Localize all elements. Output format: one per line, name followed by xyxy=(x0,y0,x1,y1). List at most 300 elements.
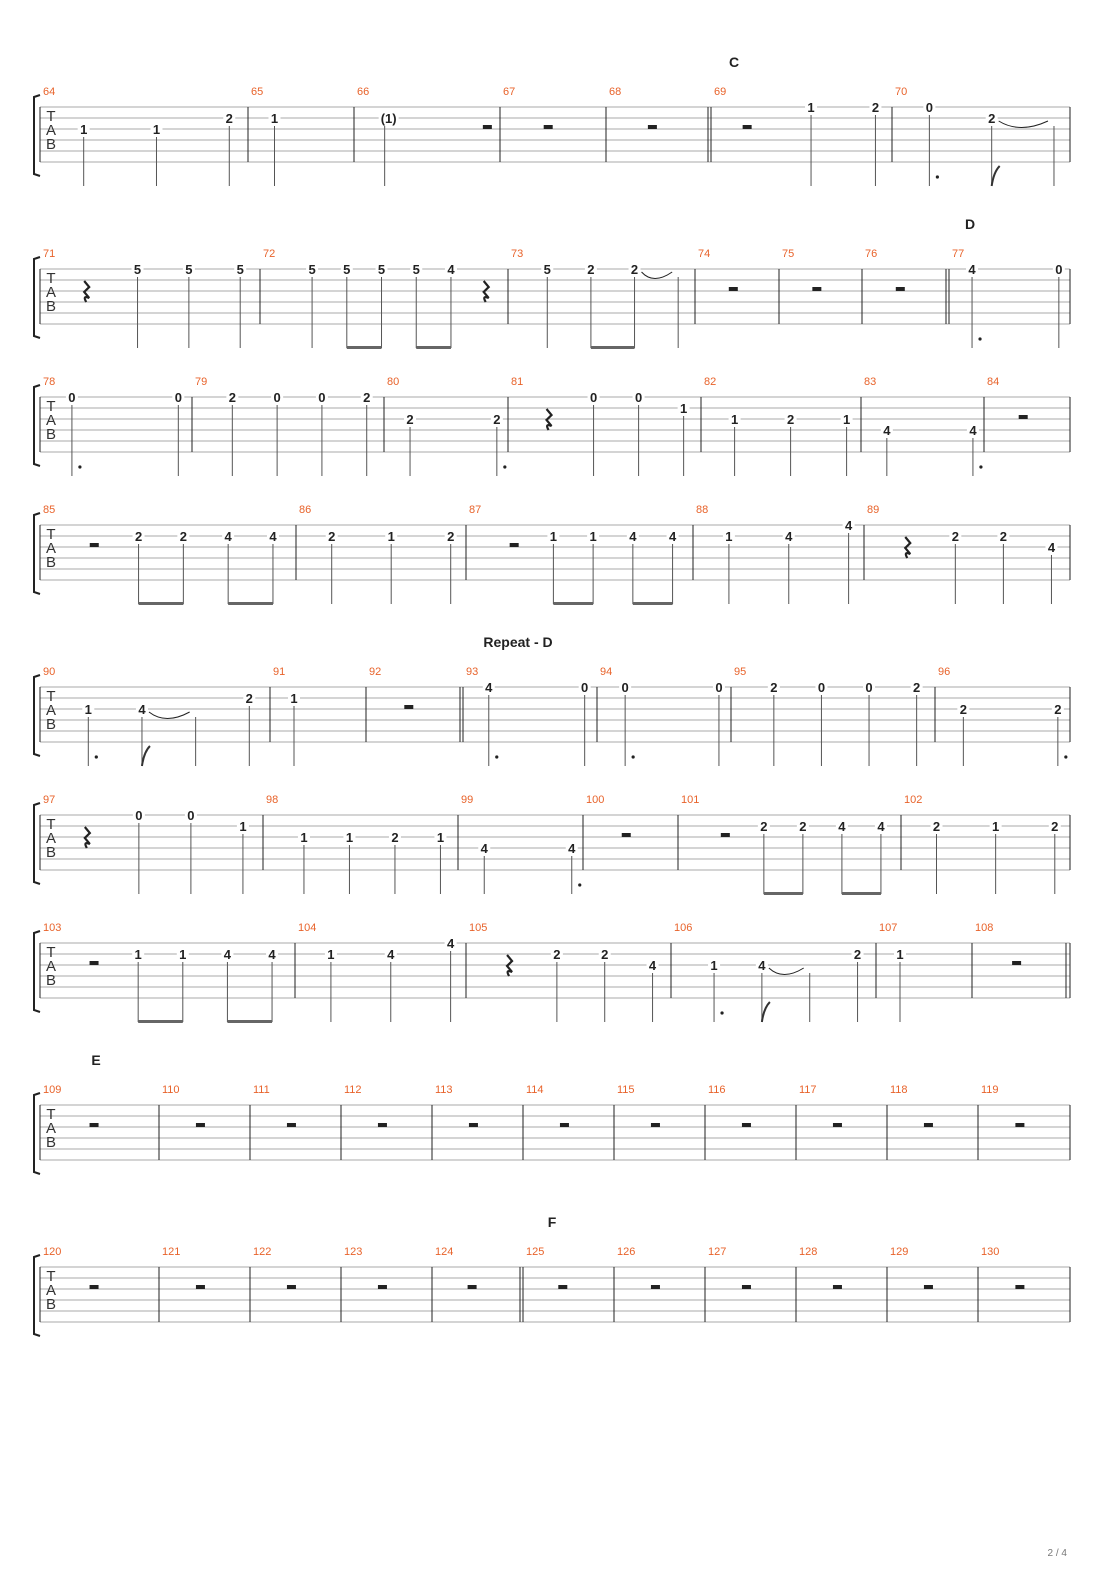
measure xyxy=(895,86,1054,186)
measure-number: 124 xyxy=(435,1246,454,1258)
fret-number: 1 xyxy=(134,947,142,962)
note-flag xyxy=(142,746,150,766)
measure-number: 76 xyxy=(865,248,878,260)
fret-number: 0 xyxy=(1055,262,1063,277)
measure-number: 92 xyxy=(369,666,382,678)
fret-number: 1 xyxy=(270,111,279,126)
beam xyxy=(764,892,803,895)
fret-number: 2 xyxy=(447,529,455,544)
section-marker: E xyxy=(91,1052,101,1068)
fret-number: 2 xyxy=(932,819,941,834)
measure xyxy=(273,666,300,766)
tab-note xyxy=(288,691,300,766)
rest-mark xyxy=(378,1123,387,1127)
measure-number: 100 xyxy=(586,794,605,806)
tab-note xyxy=(930,819,942,894)
measure xyxy=(263,248,489,349)
tab-note xyxy=(547,529,559,604)
fret-number: 0 xyxy=(581,680,589,695)
measure-number: 68 xyxy=(609,86,622,98)
measure-number: 120 xyxy=(43,1246,62,1258)
dot xyxy=(495,755,498,758)
fret-number: 2 xyxy=(799,819,807,834)
tab-system xyxy=(34,794,1070,895)
tab-note xyxy=(379,111,399,186)
section-marker: Repeat - D xyxy=(483,634,553,650)
measure-number: 112 xyxy=(344,1084,362,1096)
rest-mark xyxy=(196,1285,205,1289)
measure-number: 123 xyxy=(344,1246,363,1258)
measure-number: 119 xyxy=(981,1084,999,1096)
fret-number: 5 xyxy=(543,262,551,277)
tab-note xyxy=(227,947,278,1023)
rest-mark xyxy=(544,125,553,129)
measure-number: 128 xyxy=(799,1246,818,1258)
tab-note xyxy=(316,390,328,476)
rest-mark xyxy=(651,1285,660,1289)
measure xyxy=(696,504,855,604)
system-bracket xyxy=(34,257,40,338)
tab-note xyxy=(228,529,279,605)
note-flag xyxy=(762,1002,770,1022)
fret-number: 0 xyxy=(174,390,182,405)
tab-system xyxy=(34,504,1070,605)
measure xyxy=(266,794,446,894)
measure-number: 121 xyxy=(162,1246,181,1258)
tab-clef-letter: B xyxy=(45,426,57,443)
rest-mark xyxy=(90,543,99,547)
measure xyxy=(298,922,457,1022)
system-bracket xyxy=(34,675,40,756)
tab-note xyxy=(410,262,422,348)
rest-mark xyxy=(812,287,821,291)
tab-system xyxy=(34,216,1070,349)
fret-number: 2 xyxy=(601,947,609,962)
dot xyxy=(78,465,81,468)
tab-note xyxy=(678,401,690,476)
tab-note xyxy=(478,841,490,894)
tab-note xyxy=(852,947,864,1022)
tab-note xyxy=(591,262,672,349)
tab-note xyxy=(894,947,906,1022)
fret-number: 4 xyxy=(648,958,657,973)
tab-clef-letter: A xyxy=(45,702,57,719)
tab-clef-letter: A xyxy=(45,1282,57,1299)
fret-number: 4 xyxy=(447,262,455,277)
tab-clef-letter: A xyxy=(45,284,57,301)
measure xyxy=(714,86,881,186)
tab-note xyxy=(347,262,388,349)
rest-mark xyxy=(510,543,519,547)
measure-number: 67 xyxy=(503,86,516,98)
rest-mark xyxy=(721,833,730,837)
measure xyxy=(251,86,281,186)
measure xyxy=(43,922,278,1023)
fret-number: 4 xyxy=(883,423,891,438)
tab-note xyxy=(708,958,724,1022)
fret-number: 0 xyxy=(273,390,281,405)
tab-note xyxy=(843,518,855,604)
tab-note xyxy=(82,702,98,766)
measure xyxy=(43,666,255,766)
rest-mark xyxy=(648,125,657,129)
tab-clef-letter: T xyxy=(46,526,56,543)
rest-mark xyxy=(924,1285,933,1289)
tab-note xyxy=(133,808,145,894)
fret-number: 2 xyxy=(760,819,768,834)
tab-note xyxy=(269,111,281,186)
measure-number: 83 xyxy=(864,376,877,388)
tab-clef-letter: A xyxy=(45,958,57,975)
measure-number: 99 xyxy=(461,794,474,806)
tab-note xyxy=(869,100,881,186)
system-bracket xyxy=(34,513,40,594)
fret-number: 1 xyxy=(725,529,733,544)
fret-number: 1 xyxy=(992,819,1000,834)
fret-number: 0 xyxy=(318,390,326,405)
fret-number: 2 xyxy=(871,100,880,115)
tab-clef-letter: T xyxy=(46,1268,56,1285)
fret-number: 2 xyxy=(493,412,501,427)
fret-number: 1 xyxy=(239,819,247,834)
fret-number: 1 xyxy=(84,702,92,717)
measure-number: 80 xyxy=(387,376,400,388)
measure xyxy=(704,376,853,476)
dot xyxy=(1064,755,1067,758)
beam xyxy=(139,602,184,605)
beam xyxy=(228,602,273,605)
fret-number: 4 xyxy=(224,529,232,544)
measure-number: 98 xyxy=(266,794,279,806)
measure-number: 70 xyxy=(895,86,908,98)
tab-note xyxy=(306,262,318,348)
measure-number: 129 xyxy=(890,1246,909,1258)
tab-note xyxy=(723,529,735,604)
rest-mark xyxy=(196,1123,205,1127)
tab-note xyxy=(1053,262,1065,348)
rest-mark xyxy=(833,1285,842,1289)
fret-number: 4 xyxy=(568,841,576,856)
measure-number: 79 xyxy=(195,376,208,388)
beam xyxy=(633,602,673,605)
dot xyxy=(578,883,581,886)
system-bracket xyxy=(34,931,40,1012)
fret-number: 0 xyxy=(68,390,76,405)
tab-system xyxy=(34,376,1070,476)
measure-number: 118 xyxy=(890,1084,908,1096)
tab-note xyxy=(647,958,659,1022)
tab-note xyxy=(416,262,457,349)
measure-number: 105 xyxy=(469,922,488,934)
fret-number: 0 xyxy=(621,680,629,695)
measure xyxy=(511,248,678,349)
tab-note xyxy=(841,412,853,476)
tab-note xyxy=(445,529,457,604)
fret-number: 1 xyxy=(345,830,354,845)
fret-number: 2 xyxy=(228,390,236,405)
measure xyxy=(43,248,246,348)
tab-note xyxy=(585,262,597,348)
fret-number: 2 xyxy=(245,691,253,706)
fret-number: 1 xyxy=(290,691,298,706)
beam xyxy=(227,1020,272,1023)
system-bracket xyxy=(34,95,40,176)
tab-note xyxy=(729,412,741,476)
measure xyxy=(43,376,184,476)
tab-note xyxy=(949,529,961,604)
tab-note xyxy=(768,680,780,766)
measure-number: 64 xyxy=(43,86,56,98)
measure-number: 126 xyxy=(617,1246,636,1258)
measure-number: 95 xyxy=(734,666,747,678)
fret-number: 4 xyxy=(269,529,277,544)
rest-mark xyxy=(743,125,752,129)
fret-number: 5 xyxy=(308,262,316,277)
fret-number: 2 xyxy=(951,529,959,544)
rest-mark xyxy=(1015,1123,1024,1127)
measure-number: 115 xyxy=(617,1084,635,1096)
fret-number: 4 xyxy=(485,680,493,695)
measure xyxy=(674,922,864,1022)
fret-number: 4 xyxy=(758,958,766,973)
measure-number: 93 xyxy=(466,666,479,678)
tab-clef-letter: T xyxy=(46,398,56,415)
tab-clef-letter: T xyxy=(46,688,56,705)
fret-number: 2 xyxy=(363,390,371,405)
tab-note xyxy=(783,529,795,604)
tab-note xyxy=(138,947,189,1023)
fret-number: 2 xyxy=(553,947,561,962)
rest-mark xyxy=(287,1285,296,1289)
tab-note xyxy=(325,947,337,1022)
tab-note xyxy=(911,680,923,766)
measure-number: 117 xyxy=(799,1084,817,1096)
fret-number: 4 xyxy=(785,529,793,544)
fret-number: 1 xyxy=(179,947,187,962)
tab-system xyxy=(34,634,1070,766)
fret-number: 4 xyxy=(480,841,488,856)
tab-note xyxy=(150,122,162,186)
rest-mark xyxy=(404,705,413,709)
tab-note xyxy=(226,390,238,476)
fret-number: 0 xyxy=(634,390,643,405)
measure-number: 103 xyxy=(43,922,62,934)
fret-number: 1 xyxy=(710,958,718,973)
measure-number: 85 xyxy=(43,504,56,516)
measure-number: 122 xyxy=(253,1246,272,1258)
measure-number: 110 xyxy=(162,1084,180,1096)
fret-number: 2 xyxy=(959,702,967,717)
section-marker: C xyxy=(728,54,740,70)
fret-number: 5 xyxy=(185,262,193,277)
measure-number: 102 xyxy=(904,794,923,806)
fret-number: 4 xyxy=(446,936,455,951)
measure-number: 130 xyxy=(981,1246,1000,1258)
fret-number: 1 xyxy=(300,830,308,845)
measure-number: 88 xyxy=(696,504,709,516)
tab-note xyxy=(172,390,184,476)
measure-number: 94 xyxy=(600,666,613,678)
tab-note xyxy=(139,529,190,605)
measure xyxy=(511,376,690,476)
fret-number: 2 xyxy=(913,680,921,695)
measure xyxy=(43,86,235,186)
fret-number: 4 xyxy=(877,819,885,834)
measure-number: 77 xyxy=(952,248,965,260)
measure-number: 81 xyxy=(511,376,524,388)
tab-note xyxy=(836,819,848,894)
rest-mark xyxy=(896,287,905,291)
fret-number: (1) xyxy=(380,111,397,126)
dot xyxy=(936,175,939,178)
measure xyxy=(466,666,591,766)
tab-note xyxy=(222,529,234,604)
fret-number: 5 xyxy=(343,262,351,277)
rest-mark xyxy=(622,833,631,837)
tab-note xyxy=(234,262,246,348)
tab-note xyxy=(326,529,338,604)
fret-number: 2 xyxy=(770,680,778,695)
tab-note xyxy=(619,680,635,766)
tab-note xyxy=(1049,819,1061,894)
fret-number: 0 xyxy=(135,808,143,823)
measure xyxy=(938,666,1067,766)
tab-note xyxy=(842,819,887,895)
tab-note xyxy=(223,111,235,186)
fret-number: 4 xyxy=(387,947,395,962)
fret-number: 1 xyxy=(896,947,904,962)
tab-note xyxy=(553,529,599,605)
tab-system xyxy=(34,922,1070,1023)
fret-number: 2 xyxy=(853,947,862,962)
tab-note xyxy=(541,262,553,348)
measure-number: 96 xyxy=(938,666,951,678)
tab-note xyxy=(445,936,457,1022)
fret-number: 1 xyxy=(807,100,815,115)
tab-note xyxy=(758,819,770,894)
tab-note xyxy=(221,947,233,1022)
tab-clef-letter: B xyxy=(45,298,57,315)
tab-note xyxy=(483,680,499,766)
measure xyxy=(469,922,659,1022)
rest-mark xyxy=(287,1123,296,1127)
tab-note xyxy=(132,947,144,1022)
fret-number: 2 xyxy=(391,830,399,845)
tab-note xyxy=(599,947,611,1022)
tab-note xyxy=(713,680,725,766)
measure-number: 127 xyxy=(708,1246,727,1258)
fret-number: 1 xyxy=(842,412,851,427)
tab-note xyxy=(243,691,255,766)
fret-number: 4 xyxy=(969,423,977,438)
tie-arc xyxy=(999,121,1048,128)
rest-mark xyxy=(742,1123,751,1127)
measure xyxy=(952,248,1065,348)
tab-note xyxy=(343,830,355,894)
tab-note xyxy=(434,830,446,894)
tab-note xyxy=(385,529,397,604)
fret-number: 2 xyxy=(988,111,996,126)
tab-note xyxy=(361,390,373,476)
beam xyxy=(347,346,382,349)
fret-number: 0 xyxy=(865,680,873,695)
measure-number: 66 xyxy=(357,86,370,98)
tab-clef-letter: A xyxy=(45,122,57,139)
fret-number: 0 xyxy=(187,808,195,823)
tab-clef-letter: T xyxy=(46,944,56,961)
tab-note xyxy=(1052,702,1068,766)
beam xyxy=(416,346,451,349)
fret-number: 0 xyxy=(715,680,723,695)
measure-number: 108 xyxy=(975,922,994,934)
fret-number: 2 xyxy=(134,529,143,544)
measure-number: 114 xyxy=(526,1084,544,1096)
tab-note xyxy=(133,529,145,604)
measure xyxy=(867,504,1057,604)
fret-number: 2 xyxy=(328,529,336,544)
fret-number: 4 xyxy=(668,529,677,544)
measure xyxy=(461,794,581,894)
fret-number: 1 xyxy=(327,947,335,962)
tab-note xyxy=(136,702,190,766)
measure xyxy=(864,376,983,476)
tab-note xyxy=(66,390,82,476)
dot xyxy=(720,1011,723,1014)
measure-number: 71 xyxy=(43,248,56,260)
fret-number: 4 xyxy=(838,819,846,834)
tab-note xyxy=(185,808,197,894)
rest-mark xyxy=(729,287,738,291)
measure-number: 113 xyxy=(435,1084,453,1096)
fret-number: 0 xyxy=(589,390,598,405)
tab-note xyxy=(997,529,1009,604)
tab-note xyxy=(881,423,893,476)
dot xyxy=(632,755,635,758)
tab-clef-letter: A xyxy=(45,830,57,847)
measure xyxy=(43,794,249,894)
tab-note xyxy=(551,947,563,1022)
fret-number: 4 xyxy=(968,262,976,277)
fret-number: 1 xyxy=(387,529,395,544)
fret-number: 2 xyxy=(1054,702,1062,717)
dot xyxy=(979,465,982,468)
tab-clef-letter: T xyxy=(46,1106,56,1123)
tab-clef-letter: A xyxy=(45,1120,57,1137)
tab-note xyxy=(966,262,982,348)
tab-clef-letter: A xyxy=(45,540,57,557)
measure xyxy=(681,794,887,895)
fret-number: 5 xyxy=(236,262,244,277)
tab-system xyxy=(34,1214,1070,1336)
tab-note xyxy=(385,947,397,1022)
fret-number: 4 xyxy=(223,947,232,962)
fret-number: 2 xyxy=(225,111,233,126)
fret-number: 5 xyxy=(377,262,386,277)
fret-number: 2 xyxy=(406,412,414,427)
measure xyxy=(357,86,492,186)
tab-note xyxy=(805,100,817,186)
beam xyxy=(138,1020,183,1023)
fret-number: 1 xyxy=(436,830,445,845)
tab-clef-letter: T xyxy=(46,108,56,125)
measure-number: 72 xyxy=(263,248,276,260)
measure xyxy=(195,376,373,476)
tab-note xyxy=(633,390,645,476)
tab-note xyxy=(566,841,582,894)
rest-mark xyxy=(742,1285,751,1289)
tab-note xyxy=(627,529,639,604)
tab-note xyxy=(78,122,90,186)
